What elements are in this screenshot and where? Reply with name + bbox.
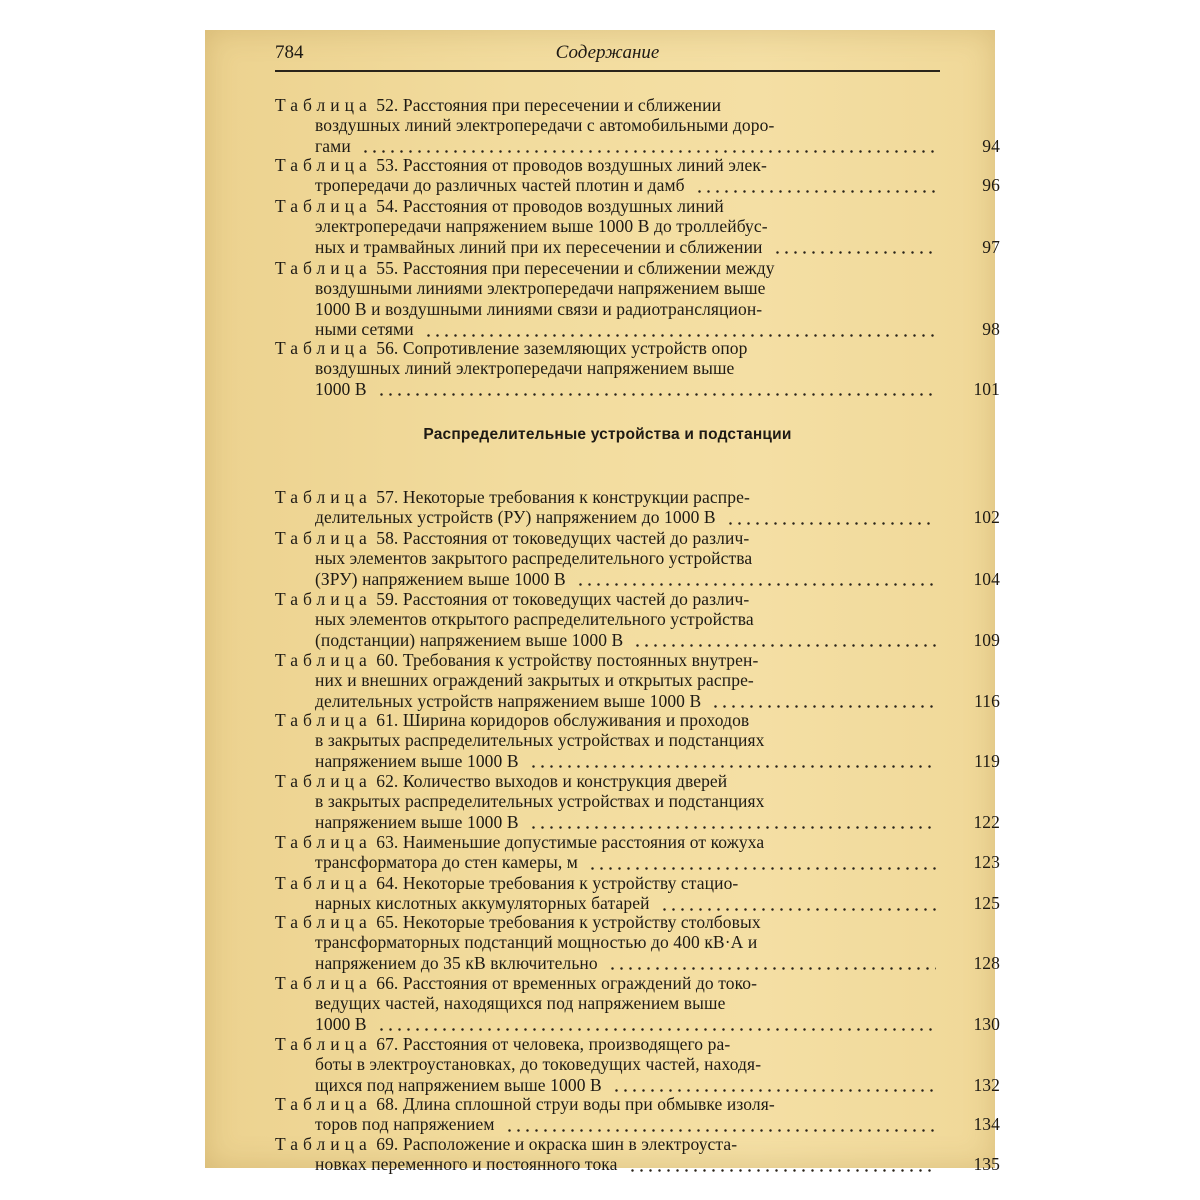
- toc-entry-line: [275, 791, 940, 811]
- toc-entry-line: [275, 216, 940, 236]
- dot-leader: [377, 1028, 936, 1031]
- toc-entry-line: [275, 568, 1000, 589]
- toc-entry-text: тропередачи до различных частей плотин и дамб: [315, 175, 685, 196]
- toc-page-number: 116: [974, 690, 1000, 711]
- toc-entry[interactable]: [275, 710, 1000, 771]
- toc-entry-line: [275, 1094, 940, 1114]
- toc-entry-line: [275, 912, 940, 932]
- toc-page-number: 97: [982, 236, 1000, 257]
- table-label: Таблица: [275, 650, 372, 670]
- toc-entry-text: 64. Некоторые требования к устройству стацио-: [376, 873, 739, 893]
- toc-entry[interactable]: [275, 1034, 1000, 1095]
- toc-entry[interactable]: [275, 973, 1000, 1034]
- toc-entry-line: [275, 690, 1000, 711]
- toc-entry[interactable]: [275, 528, 1000, 589]
- running-title: Содержание: [555, 42, 660, 63]
- toc-entry[interactable]: [275, 832, 1000, 873]
- toc-entry-line: [275, 811, 1000, 832]
- toc-entry-text: 58. Расстояния от токоведущих частей до различ-: [376, 528, 750, 548]
- toc-entry-text: 1000 В и воздушными линиями связи и радиотрансляцион-: [315, 298, 763, 319]
- toc-entry-line: [275, 609, 940, 629]
- toc-entry-line: [275, 710, 940, 730]
- toc-page-number: 132: [973, 1074, 1000, 1095]
- toc-entry-text: воздушных линий электропередачи с автомобильными доро-: [315, 115, 775, 136]
- toc-entry-text: напряжением выше 1000 В: [315, 811, 519, 832]
- toc-entry-line: [275, 135, 1000, 156]
- table-label: Таблица: [275, 196, 372, 216]
- dot-leader: [361, 150, 936, 153]
- toc-entry-line: [275, 650, 940, 670]
- toc-entry-text: 54. Расстояния от проводов воздушных линий: [376, 196, 724, 216]
- dot-leader: [726, 522, 936, 525]
- toc-entry-text: напряжением выше 1000 В: [315, 750, 519, 771]
- page-number: 784: [275, 42, 304, 63]
- toc-entry-line: [275, 952, 1000, 973]
- toc-entry-text: боты в электроустановках, до токоведущих частей, находя-: [315, 1054, 762, 1075]
- dot-leader: [633, 644, 936, 647]
- toc-entry-text: 66. Расстояния от временных ограждений до токо-: [376, 973, 758, 993]
- toc-entry-text: (ЗРУ) напряжением выше 1000 В: [315, 568, 566, 589]
- toc-entry-line: [275, 1034, 940, 1054]
- toc-entry-line: [275, 993, 940, 1013]
- toc-entry[interactable]: [275, 196, 1000, 257]
- toc-entry-text: делительных устройств (РУ) напряжением до 1000 В: [315, 507, 716, 528]
- toc-entry-text: 57. Некоторые требования к конструкции распре-: [376, 487, 750, 507]
- toc-entry-text: новках переменного и постоянного тока: [315, 1154, 618, 1175]
- toc-entry[interactable]: [275, 589, 1000, 650]
- table-label: Таблица: [275, 338, 372, 358]
- toc-entry[interactable]: [275, 258, 1000, 340]
- dot-leader: [695, 190, 936, 193]
- toc-entry-line: [275, 548, 940, 568]
- toc-entry-line: [275, 175, 1000, 196]
- toc-entry-line: [275, 95, 940, 115]
- toc-entry-text: 61. Ширина коридоров обслуживания и проходов: [376, 710, 750, 730]
- table-label: Таблица: [275, 912, 372, 932]
- dot-leader: [377, 393, 936, 396]
- table-label: Таблица: [275, 710, 372, 730]
- toc-entry[interactable]: [275, 338, 1000, 399]
- toc-entry[interactable]: [275, 1134, 1000, 1175]
- toc-entry[interactable]: [275, 771, 1000, 832]
- toc-entry-text: (подстанции) напряжением выше 1000 В: [315, 629, 624, 650]
- toc-page-number: 135: [973, 1154, 1000, 1175]
- dot-leader: [773, 251, 936, 254]
- toc-entry-line: [275, 299, 940, 319]
- toc-entry-text: 63. Наименьшие допустимые расстояния от кожуха: [376, 832, 765, 852]
- toc-entry-line: [275, 932, 940, 952]
- dot-leader: [711, 705, 936, 708]
- toc-entry-text: гами: [315, 135, 351, 156]
- toc-page-number: 125: [973, 893, 1000, 914]
- toc-entry-line: [275, 236, 1000, 257]
- dot-leader: [588, 867, 936, 870]
- toc-entry-text: ведущих частей, находящихся под напряжением выше: [315, 993, 726, 1014]
- toc-entry-line: [275, 1114, 1000, 1135]
- table-label: Таблица: [275, 873, 372, 893]
- toc-entry-line: [275, 589, 940, 609]
- toc-entry[interactable]: [275, 487, 1000, 528]
- table-label: Таблица: [275, 771, 372, 791]
- toc-page-number: 104: [973, 568, 1000, 589]
- dot-leader: [660, 908, 936, 911]
- toc-entry[interactable]: [275, 650, 1000, 711]
- dot-leader: [529, 765, 936, 768]
- toc-entry-text: в закрытых распределительных устройствах и подстанциях: [315, 791, 765, 812]
- toc-page-number: 130: [973, 1013, 1000, 1034]
- toc-entry-line: [275, 258, 940, 278]
- table-label: Таблица: [275, 528, 372, 548]
- toc-entry-line: [275, 378, 1000, 399]
- toc-entry[interactable]: [275, 95, 1000, 156]
- toc-entry-line: [275, 338, 940, 358]
- toc-entry-text: щихся под напряжением выше 1000 В: [315, 1074, 602, 1095]
- dot-leader: [424, 334, 936, 337]
- toc-entry-text: 53. Расстояния от проводов воздушных линий элек-: [376, 155, 767, 175]
- dot-leader: [576, 583, 936, 586]
- toc-entry-line: [275, 1013, 1000, 1034]
- table-label: Таблица: [275, 487, 372, 507]
- toc-page-number: 123: [973, 852, 1000, 873]
- toc-entry-text: делительных устройств напряжением выше 1000 В: [315, 690, 702, 711]
- toc-entry-text: ных и трамвайных линий при их пересечении и сближении: [315, 236, 763, 257]
- toc-entry-line: [275, 771, 940, 791]
- toc-entry-line: [275, 358, 940, 378]
- toc-page-number: 98: [982, 319, 1000, 340]
- table-label: Таблица: [275, 1034, 372, 1054]
- toc-entry-text: 62. Количество выходов и конструкция дверей: [376, 771, 728, 791]
- table-label: Таблица: [275, 155, 372, 175]
- toc-page-number: 102: [973, 507, 1000, 528]
- toc-entry-line: [275, 115, 940, 135]
- toc-entry-text: них и внешних ограждений закрытых и открытых распре-: [315, 670, 754, 691]
- toc-entry-text: 1000 В: [315, 378, 367, 399]
- section-title: Распределительные устройства и подстанции: [423, 426, 792, 443]
- toc-entry-text: ными сетями: [315, 319, 414, 340]
- toc-entry-line: [275, 155, 940, 175]
- table-label: Таблица: [275, 973, 372, 993]
- toc-entry-text: 67. Расстояния от человека, производящего ра-: [376, 1034, 731, 1054]
- toc-entry-text: ных элементов закрытого распределительного устройства: [315, 548, 753, 569]
- toc-entry-text: воздушных линий электропередачи напряжением выше: [315, 358, 735, 379]
- toc-entry-text: 60. Требования к устройству постоянных внутрен-: [376, 650, 759, 670]
- toc-page-number: 119: [974, 750, 1000, 771]
- toc-entry-line: [275, 319, 1000, 340]
- toc-entry-line: [275, 852, 1000, 873]
- toc-entry-text: 65. Некоторые требования к устройству столбовых: [376, 912, 761, 932]
- dot-leader: [505, 1129, 936, 1132]
- table-label: Таблица: [275, 832, 372, 852]
- toc-page-number: 96: [982, 175, 1000, 196]
- toc-entry-line: [275, 973, 940, 993]
- toc-page-number: 122: [973, 811, 1000, 832]
- toc-entry-text: 59. Расстояния от токоведущих частей до различ-: [376, 589, 750, 609]
- toc-entry-line: [275, 730, 940, 750]
- toc-page-number: 134: [973, 1114, 1000, 1135]
- toc-entry[interactable]: [275, 912, 1000, 973]
- toc-entry-line: [275, 1134, 940, 1154]
- toc-entry-text: 52. Расстояния при пересечении и сближении: [376, 95, 722, 115]
- toc-entry[interactable]: [275, 155, 1000, 196]
- toc-entry-text: ных элементов открытого распределительного устройства: [315, 609, 754, 630]
- toc-entry-line: [275, 832, 940, 852]
- toc-entry-text: 1000 В: [315, 1013, 367, 1034]
- toc-entry-text: 69. Расположение и окраска шин в электроуста-: [376, 1134, 738, 1154]
- toc-entry-line: [275, 528, 940, 548]
- toc-entry-text: нарных кислотных аккумуляторных батарей: [315, 893, 650, 914]
- toc-entry-text: электропередачи напряжением выше 1000 В до троллейбус-: [315, 216, 768, 237]
- toc-page-number: 94: [982, 135, 1000, 156]
- toc-entry[interactable]: [275, 1094, 1000, 1135]
- page-header: [275, 38, 940, 72]
- toc-entry-text: напряжением до 35 кВ включительно: [315, 952, 598, 973]
- toc-entry-line: [275, 873, 940, 893]
- dot-leader: [612, 1089, 936, 1092]
- toc-entry-line: [275, 487, 940, 507]
- toc-entry-text: в закрытых распределительных устройствах и подстанциях: [315, 730, 765, 751]
- table-label: Таблица: [275, 258, 372, 278]
- dot-leader: [608, 967, 936, 970]
- toc-entry-text: 55. Расстояния при пересечении и сближении между: [376, 258, 775, 278]
- toc-entry-line: [275, 278, 940, 298]
- toc-entry-line: [275, 670, 940, 690]
- book-page: [205, 30, 1000, 1175]
- toc-entry-line: [275, 1074, 1000, 1095]
- toc-entry-line: [275, 1154, 1000, 1175]
- table-label: Таблица: [275, 589, 372, 609]
- toc-entry-text: воздушными линиями электропередачи напряжением выше: [315, 278, 766, 299]
- toc-page-number: 109: [973, 629, 1000, 650]
- table-label: Таблица: [275, 95, 372, 115]
- toc-entry-text: трансформатора до стен камеры, м: [315, 852, 578, 873]
- toc-entry-text: 56. Сопротивление заземляющих устройств опор: [376, 338, 748, 358]
- dot-leader: [529, 826, 936, 829]
- table-label: Таблица: [275, 1094, 372, 1114]
- toc-page-number: 128: [973, 952, 1000, 973]
- toc-entry-text: торов под напряжением: [315, 1114, 495, 1135]
- toc-entry[interactable]: [275, 873, 1000, 914]
- table-label: Таблица: [275, 1134, 372, 1154]
- toc-entry-line: [275, 750, 1000, 771]
- toc-page-number: 101: [973, 378, 1000, 399]
- toc-entry-line: [275, 507, 1000, 528]
- dot-leader: [628, 1169, 936, 1172]
- toc-entry-line: [275, 893, 1000, 914]
- toc-entry-line: [275, 629, 1000, 650]
- toc-entry-text: трансформаторных подстанций мощностью до 400 кВ·А и: [315, 932, 758, 953]
- toc-entry-line: [275, 196, 940, 216]
- toc-entry-text: 68. Длина сплошной струи воды при обмывке изоля-: [376, 1094, 775, 1114]
- toc-entry-line: [275, 1054, 940, 1074]
